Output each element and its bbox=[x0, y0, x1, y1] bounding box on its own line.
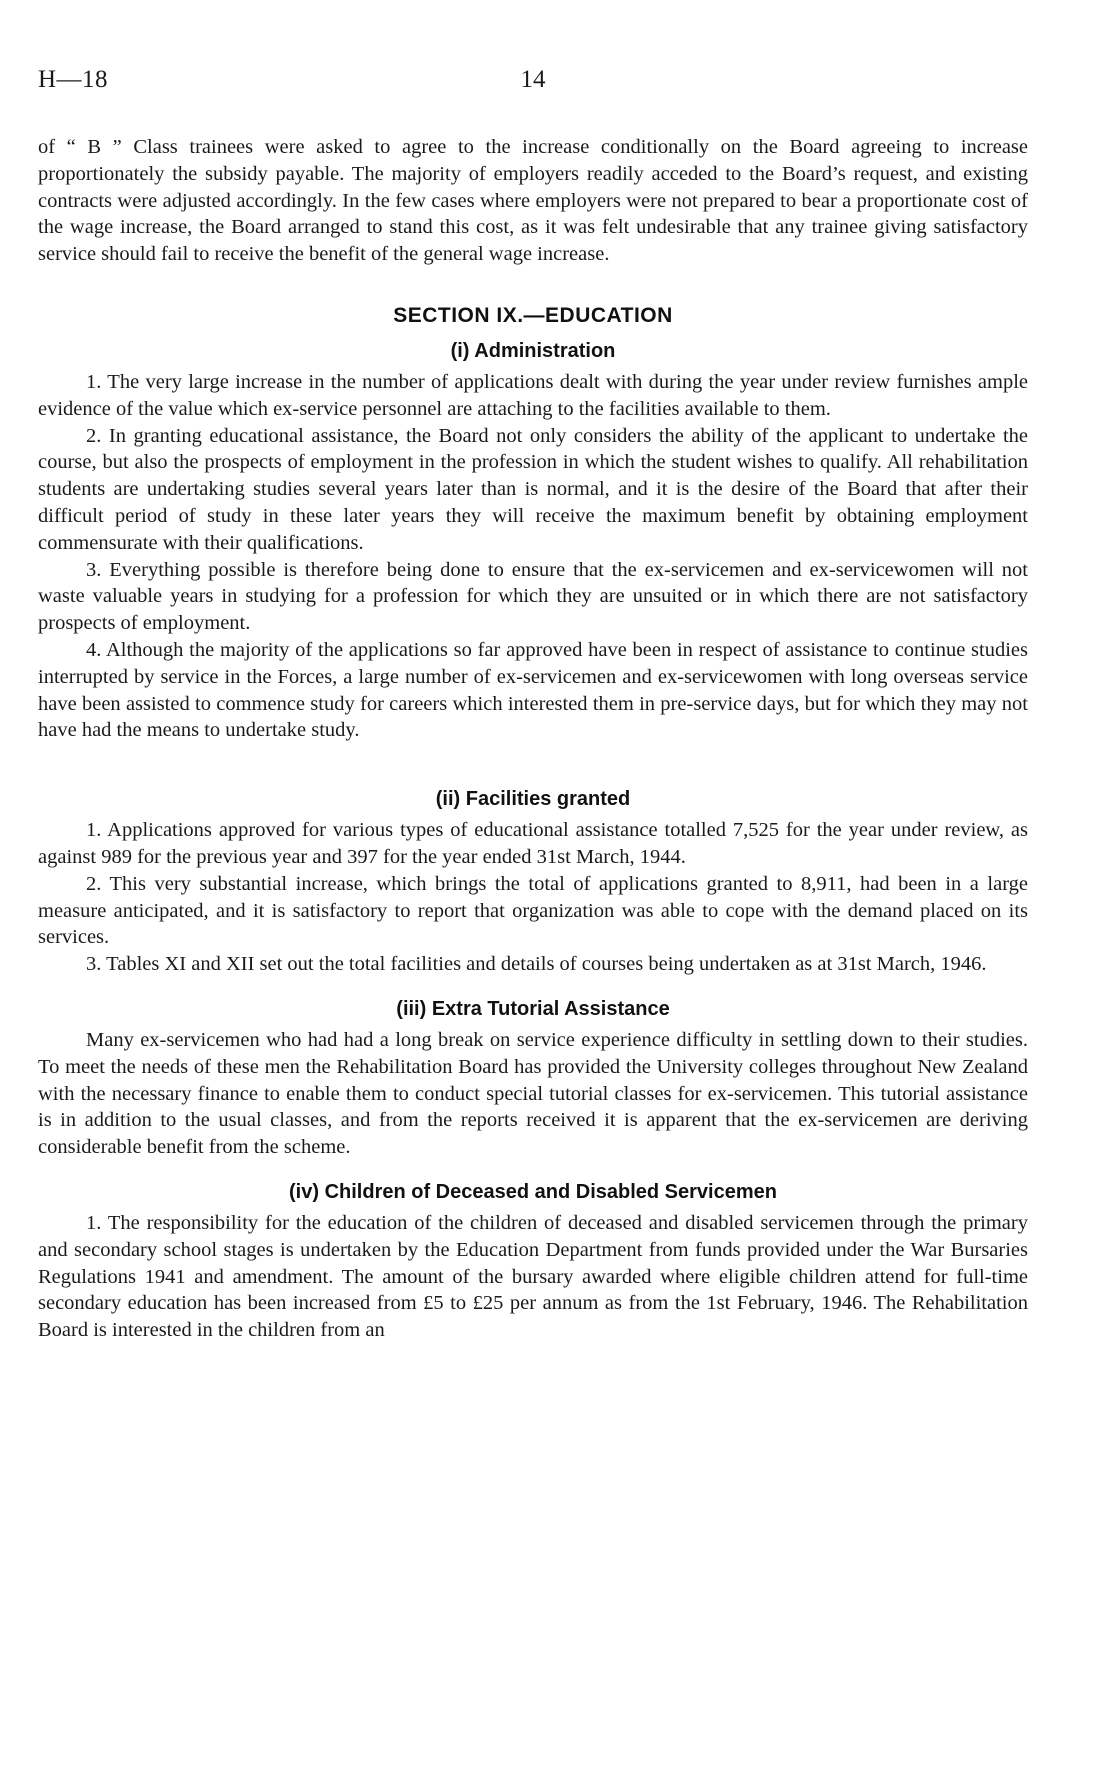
children-heading: (iv) Children of Deceased and Disabled Servicemen bbox=[289, 1180, 777, 1203]
document-code: H—18 bbox=[38, 66, 109, 93]
page-header bbox=[38, 66, 1028, 106]
administration-paragraph: 1. The very large increase in the number of applications dealt with during the year under review furnishes ample evidence of the value which ex-service personnel are attaching to the facilities available to them. bbox=[38, 370, 1028, 420]
opening-paragraph: of “ B ” Class trainees were asked to agree to the increase conditionally on the Board agreeing to increase proportionately the subsidy payable. The majority of employers readily acceded to the Board’s request, and existing contracts were adjusted accordingly. In the few cases where employers were not prepared to bear a proportionate cost of the wage increase, the Board arranged to stand this cost, as it was felt undesirable that any trainee giving satisfactory service should fail to receive the benefit of the general wage increase. bbox=[38, 136, 1028, 266]
facilities-heading: (ii) Facilities granted bbox=[435, 788, 631, 811]
children-paragraph: 1. The responsibility for the education of the children of deceased and disabled servicemen through the primary and secondary school stages is undertaken by the Education Department from funds provided under the War Bursaries Regulations 1941 and amendment. The amount of the bursary awarded where eligible children attend for full-time secondary education has been increased from £5 to £25 per annum as from the 1st February, 1946. The Rehabilitation Board is interested in the children from an bbox=[38, 1211, 1028, 1342]
facilities-paragraph: 3. Tables XI and XII set out the total facilities and details of courses being undertaken as at 31st March, 1946. bbox=[86, 953, 987, 976]
facilities-paragraph: 1. Applications approved for various types of educational assistance totalled 7,525 for the year under review, as against 989 for the previous year and 397 for the year ended 31st March, 1944. bbox=[38, 819, 1028, 868]
section-title: SECTION IX.—EDUCATION bbox=[393, 303, 673, 327]
administration-paragraph: 3. Everything possible is therefore being done to ensure that the ex-servicemen and ex-servicewomen will not waste valuable years in studying for a profession for which they are unsuited or in which there are not satisfactory prospects of employment. bbox=[38, 558, 1028, 635]
tutorial-paragraph: Many ex-servicemen who had had a long break on service experience difficulty in settling down to their studies. To meet the needs of these men the Rehabilitation Board has provided the University colleges throughout New Zealand with the necessary finance to enable them to conduct special tutorial classes for ex-servicemen. This tutorial assistance is in addition to the usual classes, and from the reports received it is apparent that the ex-servicemen are deriving considerable benefit from the scheme. bbox=[38, 1028, 1028, 1159]
page-number: 14 bbox=[520, 66, 546, 93]
administration-paragraph: 2. In granting educational assistance, the Board not only considers the ability of the applicant to undertake the course, but also the prospects of employment in the profession in which the student wishes to qualify. All rehabilitation students are undertaking studies several years later than is normal, and it is the desire of the Board that after their difficult period of study in these later years they will receive the maximum benefit by obtaining employment commensurate with their qualifications. bbox=[38, 424, 1028, 554]
facilities-paragraph: 2. This very substantial increase, which brings the total of applications granted to 8,911, had been in a large measure anticipated, and it is satisfactory to report that organization was able to cope with the demand placed on its services. bbox=[38, 872, 1028, 949]
administration-paragraph: 4. Although the majority of the applications so far approved have been in respect of assistance to continue studies interrupted by service in the Forces, a large number of ex-servicemen and ex-servicewomen with long overseas service have been assisted to commence study for careers which interested them in pre-service days, but for which they may not have had the means to undertake study. bbox=[38, 638, 1028, 742]
tutorial-heading: (iii) Extra Tutorial Assistance bbox=[396, 997, 670, 1020]
page-body bbox=[38, 134, 1028, 1344]
administration-heading: (i) Administration bbox=[450, 339, 616, 362]
